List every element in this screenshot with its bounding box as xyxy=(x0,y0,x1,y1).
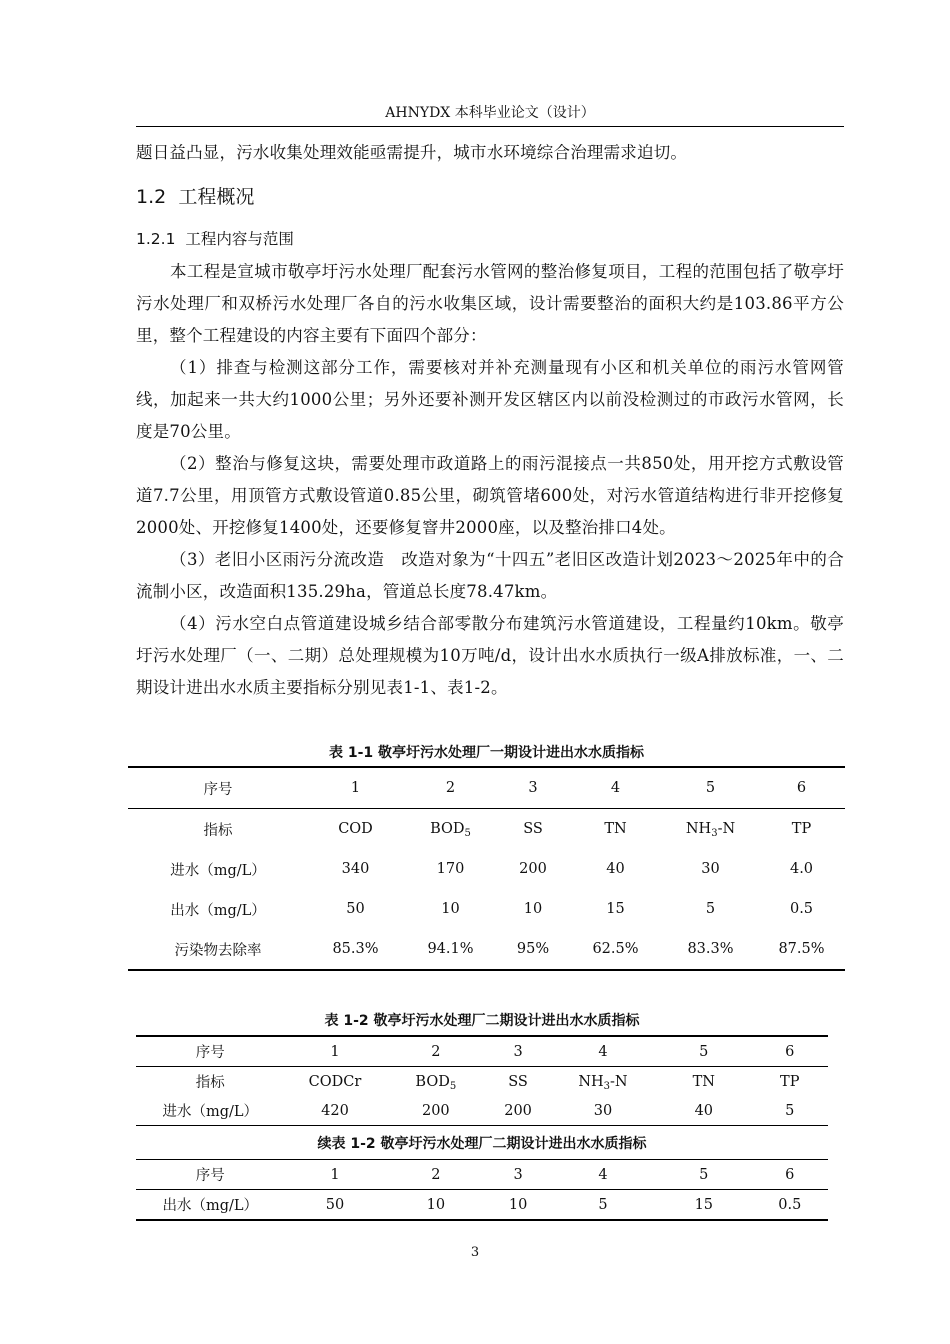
table-header-cell: 5 xyxy=(656,1036,752,1067)
table-header-cell: 2 xyxy=(385,1160,486,1190)
intro-text: 题日益凸显，污水收集处理效能亟需提升，城市水环境综合治理需求迫切。 xyxy=(136,143,688,162)
table-header-cell: 4 xyxy=(550,1160,656,1190)
table-cell: $NH_3-N$ xyxy=(685,821,736,839)
table-cell: TN xyxy=(604,821,627,837)
table-cell: SS xyxy=(523,821,543,837)
table-cell: 83.3% xyxy=(687,941,734,957)
table-cell: 0.5 xyxy=(789,901,814,917)
table2 xyxy=(136,1035,828,1126)
section-number: 1.2 xyxy=(136,186,167,208)
table1 xyxy=(128,766,845,971)
page-number: 3 xyxy=(470,1245,480,1260)
table-header-cell: 1 xyxy=(285,1160,386,1190)
table-cell: $BOD_5$ xyxy=(415,1073,457,1092)
table-cell: 30 xyxy=(701,861,720,877)
table-cell: 5 xyxy=(705,901,716,917)
table-row xyxy=(128,809,845,850)
table-cell: 94.1% xyxy=(427,941,474,957)
table-cell: 50 xyxy=(325,1196,345,1213)
table-cell: 62.5% xyxy=(592,941,639,957)
table-row xyxy=(136,1096,828,1126)
table-header-cell: 1 xyxy=(285,1036,386,1067)
table-cell: 170 xyxy=(436,861,465,877)
table-header-cell: 序号 xyxy=(136,1036,285,1067)
table-row xyxy=(136,1160,828,1190)
table-header-cell: 6 xyxy=(752,1160,828,1190)
table1-caption: 表 1-1 敬亭圩污水处理厂一期设计进出水水质指标 xyxy=(328,745,645,761)
subsection-heading xyxy=(136,228,294,250)
table-header-cell: 序号 xyxy=(136,1160,285,1190)
table-header-cell: 4 xyxy=(550,1036,656,1067)
paragraph-item-3: （3）老旧小区雨污分流改造 改造对象为“十四五”老旧区改造计划2023～2025年中的合流制小区，改造面积135.29ha，管道总长度78.47km。 xyxy=(136,550,844,601)
table-cell: TP xyxy=(791,821,812,837)
table-header-cell: 3 xyxy=(498,767,568,809)
table-row xyxy=(128,889,845,929)
table-cell: 出水（mg/L） xyxy=(162,1198,259,1214)
intro-paragraph-tail xyxy=(136,137,844,169)
table-header-cell: 5 xyxy=(663,767,758,809)
table-cell: 进水（mg/L） xyxy=(162,1104,259,1120)
table-cell: 200 xyxy=(421,1102,450,1119)
table-cell: 200 xyxy=(519,861,547,877)
table-cell: 10 xyxy=(523,901,543,917)
table-cell: 40 xyxy=(606,861,625,877)
table-cell: $NH_3-N$ xyxy=(578,1073,628,1092)
table-cell: 50 xyxy=(346,901,365,917)
table-header-cell: 5 xyxy=(656,1160,752,1190)
table-cell: 85.3% xyxy=(332,941,379,957)
table-cell: 4.0 xyxy=(789,861,814,877)
table-cell: 10 xyxy=(508,1196,528,1213)
table-cell: 10 xyxy=(441,901,460,917)
table-cell: 40 xyxy=(694,1102,714,1119)
table-row xyxy=(136,1190,828,1221)
table-header-cell: 6 xyxy=(758,767,845,809)
table-cell: 200 xyxy=(504,1102,532,1119)
table-header-cell: 1 xyxy=(308,767,403,809)
table-cell: 污染物去除率 xyxy=(174,942,262,959)
table-cell: 10 xyxy=(426,1196,446,1213)
table-row xyxy=(136,1067,828,1097)
table-header-cell: 6 xyxy=(752,1036,828,1067)
table-cell: 95% xyxy=(516,941,550,957)
paragraph-item-1: （1）排查与检测这部分工作，需要核对并补充测量现有小区和机关单位的雨污水管网管线，加起来一共大约1000公里；另外还要补测开发区辖区内以前没检测过的市政污水管网，长度是70公里。 xyxy=(136,358,844,441)
table-cell: $BOD_5$ xyxy=(430,821,471,839)
table-row xyxy=(136,1036,828,1067)
table-header-cell: 2 xyxy=(403,767,498,809)
table-cell: 15 xyxy=(606,901,625,917)
table-cell: TN xyxy=(692,1073,715,1090)
table2-continued-caption: 续表 1-2 敬亭圩污水处理厂二期设计进出水水质指标 xyxy=(317,1136,647,1152)
table-header-cell: 3 xyxy=(486,1160,550,1190)
paragraph-item-2: （2）整治与修复这块，需要处理市政道路上的雨污混接点一共850处，用开挖方式敷设管道7.7公里，用顶管方式敷设管道0.85公里，砌筑管堵600处，对污水管道结构进行非开挖修复2000处、开挖修复1400处，还要修复窨井2000座，以及整治排口4处。 xyxy=(136,454,844,537)
table-cell: 进水（mg/L） xyxy=(170,862,266,879)
table-cell: SS xyxy=(508,1073,528,1090)
table-cell: 340 xyxy=(341,861,370,877)
table2-continued xyxy=(136,1159,828,1221)
section-title: 工程概况 xyxy=(178,186,255,208)
table-cell: COD xyxy=(338,821,373,837)
table-cell: 5 xyxy=(598,1196,608,1213)
table-header-cell: 2 xyxy=(385,1036,486,1067)
header-rule xyxy=(136,126,844,127)
table-cell: 87.5% xyxy=(778,941,825,957)
table-cell: 30 xyxy=(593,1102,613,1119)
table-cell: TP xyxy=(780,1073,800,1090)
table-header-cell: 4 xyxy=(568,767,663,809)
subsection-number: 1.2.1 xyxy=(136,230,176,248)
table-cell: 指标 xyxy=(203,822,233,839)
subsection-title: 工程内容与范围 xyxy=(185,230,294,248)
paragraph-item-4: （4）污水空白点管道建设城乡结合部零散分布建筑污水管道建设，工程量约10km。敬亭圩污水处理厂（一、二期）总处理规模为10万吨/d，设计出水水质执行一级A排放标准，一、二期设计进出水水质主要指标分别见表1-1、表1-2。 xyxy=(136,614,844,697)
table-cell: 15 xyxy=(694,1196,714,1213)
table-row xyxy=(128,849,845,889)
table-cell: 出水（mg/L） xyxy=(170,902,266,919)
table2-caption: 表 1-2 敬亭圩污水处理厂二期设计进出水水质指标 xyxy=(324,1013,640,1029)
table-row xyxy=(128,767,845,809)
table-cell: 0.5 xyxy=(778,1196,802,1213)
table-header-cell: 序号 xyxy=(128,767,308,809)
body-paragraphs xyxy=(136,256,844,704)
table-cell: 指标 xyxy=(195,1075,225,1091)
table-cell: CODCr xyxy=(308,1073,362,1090)
table-cell: 5 xyxy=(785,1102,795,1119)
paragraph-scope: 本工程是宣城市敬亭圩污水处理厂配套污水管网的整治修复项目，工程的范围包括了敬亭圩污水处理厂和双桥污水处理厂各自的污水收集区域，设计需要整治的面积大约是103.86平方公里，整个工程建设的内容主要有下面四个部分： xyxy=(136,262,844,345)
table-row xyxy=(128,929,845,970)
page-header: AHNYDX 本科毕业论文（设计） xyxy=(385,105,595,121)
section-heading xyxy=(136,184,254,210)
table-header-cell: 3 xyxy=(486,1036,550,1067)
table-cell: 420 xyxy=(321,1102,349,1119)
